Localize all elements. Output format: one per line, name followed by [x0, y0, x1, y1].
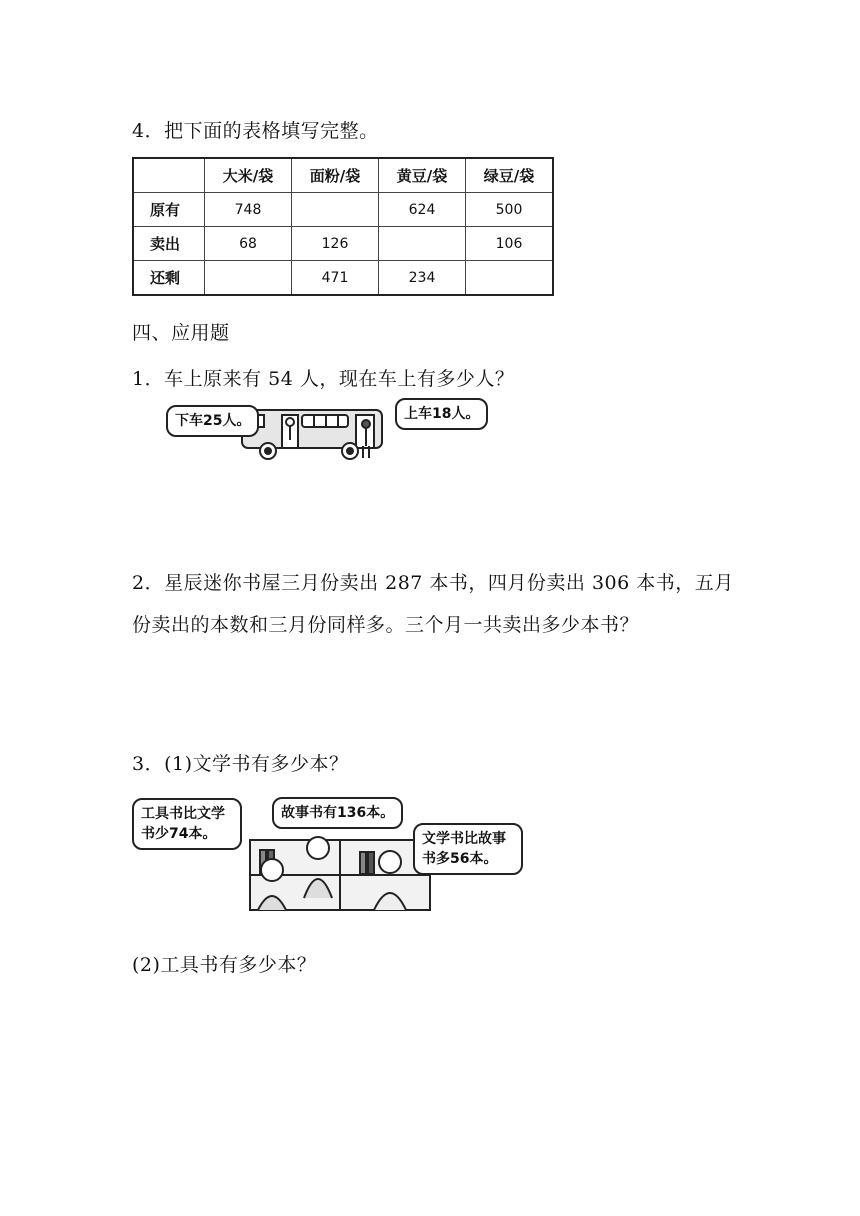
table-cell: 471	[292, 261, 379, 296]
app2-line1: 2．星辰迷你书屋三月份卖出 287 本书，四月份卖出 306 本书，五月	[132, 572, 734, 594]
table-row	[133, 227, 553, 261]
table-cell-blank	[466, 261, 554, 296]
speech-bubble-get-off: 下车25人。	[166, 405, 259, 437]
table-header-cell	[133, 158, 205, 193]
speech-bubble-get-on: 上车18人。	[395, 398, 488, 430]
speech-bubble-tool-books: 工具书比文学书少74本。	[132, 798, 242, 850]
child-head	[261, 859, 283, 881]
table-header-cell: 黄豆/袋	[379, 158, 466, 193]
child-head	[379, 851, 401, 873]
table-cell: 624	[379, 193, 466, 227]
app3-prompt1: 3．(1)文学书有多少本？	[132, 753, 349, 775]
child-head	[307, 837, 329, 859]
table-row	[133, 261, 553, 296]
app3-prompt2: (2)工具书有多少本？	[132, 954, 317, 976]
table-header-cell: 大米/袋	[205, 158, 292, 193]
table-cell-blank	[379, 227, 466, 261]
fill-table	[132, 157, 554, 296]
q4-prompt: 4．把下面的表格填写完整。	[132, 120, 379, 142]
table-cell: 68	[205, 227, 292, 261]
row-label: 还剩	[133, 261, 205, 296]
section-title: 四、应用题	[132, 322, 230, 344]
table-cell: 234	[379, 261, 466, 296]
table-header-cell: 面粉/袋	[292, 158, 379, 193]
speech-bubble-literature-books: 文学书比故事书多56本。	[413, 823, 523, 875]
table-cell: 106	[466, 227, 554, 261]
table-cell: 500	[466, 193, 554, 227]
speech-bubble-story-books: 故事书有136本。	[272, 797, 403, 829]
table-header-cell: 绿豆/袋	[466, 158, 554, 193]
table-header-row	[133, 158, 553, 193]
table-row	[133, 193, 553, 227]
row-label: 原有	[133, 193, 205, 227]
table-cell-blank	[205, 261, 292, 296]
table-cell: 126	[292, 227, 379, 261]
table-cell-blank	[292, 193, 379, 227]
row-label: 卖出	[133, 227, 205, 261]
app2-line2: 份卖出的本数和三月份同样多。三个月一共卖出多少本书？	[132, 614, 640, 636]
table-cell: 748	[205, 193, 292, 227]
app1-prompt: 1．车上原来有 54 人，现在车上有多少人？	[132, 368, 515, 390]
bookshelf-illustration	[240, 820, 440, 920]
